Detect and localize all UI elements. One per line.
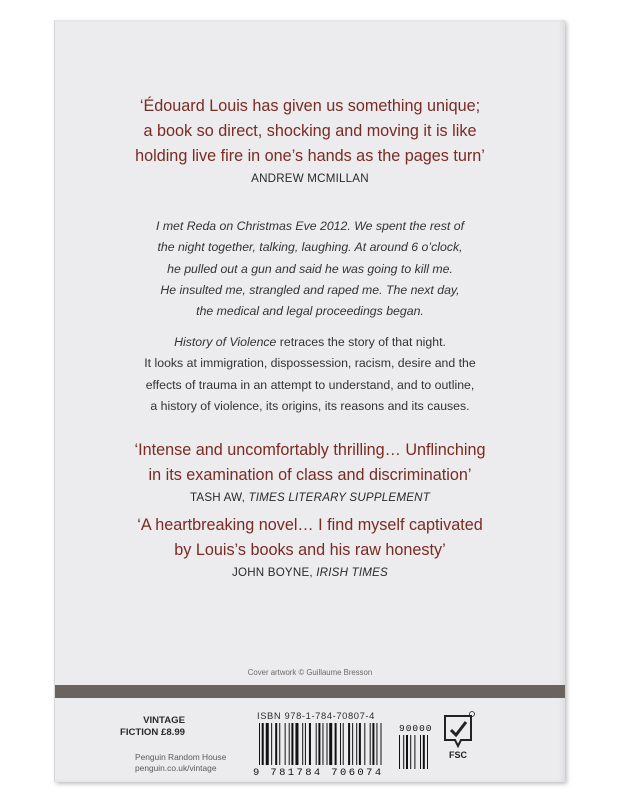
color-band xyxy=(55,685,565,698)
attribution-publication: IRISH TIMES xyxy=(316,566,388,579)
blurb-paragraph xyxy=(55,332,565,417)
back-cover xyxy=(54,20,565,782)
isbn-label: ISBN 978-1-784-70807-4 xyxy=(257,710,375,721)
attribution-publication: TIMES LITERARY SUPPLEMENT xyxy=(248,491,431,504)
quote-attribution xyxy=(55,491,565,504)
publisher-block xyxy=(135,752,226,774)
book-title: History of Violence xyxy=(174,335,277,349)
blurb-line: It looks at immigration, dispossession, racism, desire and the xyxy=(144,356,476,371)
fsc-label: FSC xyxy=(449,750,467,760)
quote-line: by Louis’s books and his raw honesty’ xyxy=(174,541,446,559)
imprint-name: VINTAGE xyxy=(143,715,185,726)
blurb-line: effects of trauma in an attempt to understand, and to outline, xyxy=(145,377,475,392)
quote-line: a book so direct, shocking and moving it is like xyxy=(143,122,477,140)
blurb-line xyxy=(55,332,565,353)
imprint-category-price: FICTION £8.99 xyxy=(119,727,185,738)
quote-tash-aw xyxy=(55,438,565,488)
quote-line: ‘A heartbreaking novel… I find myself captivated xyxy=(137,516,483,534)
addon-digits: 90000 xyxy=(399,723,433,734)
publisher-name: Penguin Random House xyxy=(135,752,227,762)
quote-attribution: ANDREW MCMILLAN xyxy=(251,172,369,185)
quote-line: in its examination of class and discrimination’ xyxy=(148,466,472,484)
quote-attribution xyxy=(55,566,565,579)
excerpt-paragraph xyxy=(55,216,565,322)
tree-checkmark-icon xyxy=(439,710,477,750)
publisher-url: penguin.co.uk/vintage xyxy=(135,763,217,773)
blurb-text: retraces the story of that night. xyxy=(276,335,446,349)
quote-andrew-mcmillan xyxy=(55,94,565,169)
attribution-name: TASH AW, xyxy=(189,491,249,504)
excerpt-line: He insulted me, strangled and raped me. The next day, xyxy=(160,282,460,297)
attribution-name: JOHN BOYNE, xyxy=(232,566,317,579)
cover-credit: Cover artwork © Guillaume Bresson xyxy=(247,668,373,677)
quote-line: ‘Édouard Louis has given us something unique; xyxy=(139,97,481,115)
excerpt-line: he pulled out a gun and said he was going to kill me. xyxy=(167,261,453,276)
quote-line: holding live fire in one’s hands as the pages turn’ xyxy=(135,147,485,165)
fsc-logo xyxy=(439,710,477,764)
addon-bars xyxy=(399,735,433,771)
imprint-block xyxy=(105,715,185,739)
barcode-digits: 9 781784 706074 xyxy=(253,767,384,779)
excerpt-line: the night together, talking, laughing. At around 6 o’clock, xyxy=(157,240,463,255)
blurb-line: a history of violence, its origins, its reasons and its causes. xyxy=(150,398,470,413)
excerpt-line: I met Reda on Christmas Eve 2012. We spent the rest of xyxy=(155,219,465,233)
barcode-addon xyxy=(399,723,435,779)
quote-line: ‘Intense and uncomfortably thrilling… Unflinching xyxy=(134,441,486,459)
quote-john-boyne xyxy=(55,513,565,563)
excerpt-line: the medical and legal proceedings began. xyxy=(196,304,424,319)
